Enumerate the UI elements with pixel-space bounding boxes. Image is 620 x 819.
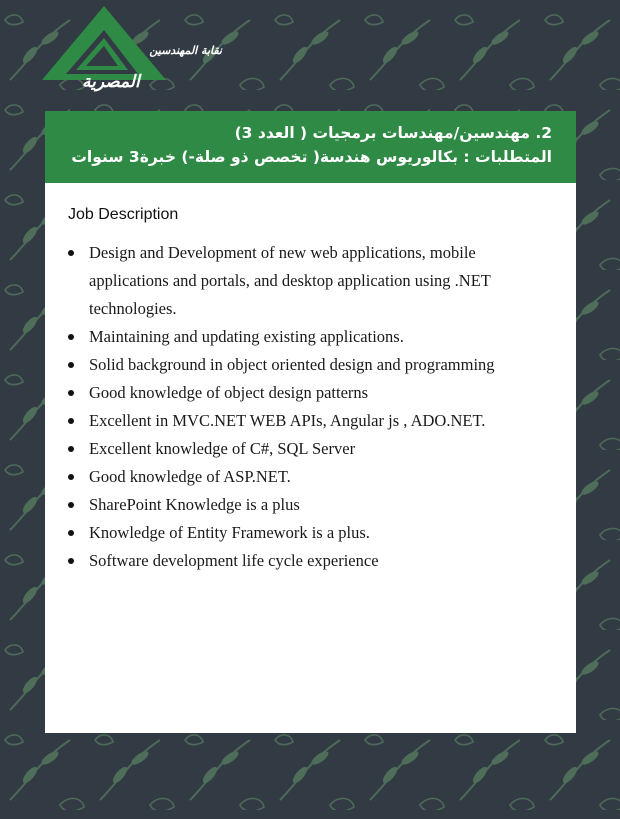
list-item	[68, 547, 556, 575]
logo	[40, 4, 222, 104]
list-item-text: Excellent in MVC.NET WEB APIs, Angular js , ADO.NET.	[89, 411, 486, 430]
bullet-icon	[68, 362, 74, 368]
list-item-text: Good knowledge of object design patterns	[89, 383, 369, 402]
list-item	[68, 407, 556, 435]
list-item-text: Maintaining and updating existing applications.	[89, 327, 404, 346]
list-item	[68, 323, 556, 351]
bullet-icon	[68, 474, 74, 480]
list-item	[68, 491, 556, 519]
section-title: Job Description	[68, 206, 179, 223]
list-item-text: Solid background in object oriented design and programming	[89, 355, 495, 374]
logo-text-egyptian: المصرية	[82, 72, 140, 92]
job-header	[45, 111, 576, 183]
bullet-icon	[68, 250, 74, 256]
list-item	[68, 435, 556, 463]
job-description-card	[45, 183, 576, 733]
bullet-icon	[68, 530, 74, 536]
list-item-text: Knowledge of Entity Framework is a plus.	[89, 523, 370, 542]
bullet-icon	[68, 418, 74, 424]
list-item	[68, 379, 556, 407]
bullet-icon	[68, 390, 74, 396]
list-item-text: Excellent knowledge of C#, SQL Server	[89, 439, 356, 458]
list-item	[68, 351, 556, 379]
list-item-text: SharePoint Knowledge is a plus	[89, 495, 300, 514]
logo-text-union: نقابة المهندسين	[149, 44, 222, 57]
list-item	[68, 239, 556, 323]
list-item-text: Design and Development of new web applications, mobile applications and portals, and desktop application using .NET technologies.	[89, 243, 491, 318]
bullet-icon	[68, 334, 74, 340]
job-requirements: المتطلبات : بكالوريوس هندسة( تخصص ذو صلة-) خبرة3 سنوات	[71, 148, 552, 166]
bullet-icon	[68, 502, 74, 508]
list-item-text: Software development life cycle experience	[89, 551, 379, 570]
list-item	[68, 519, 556, 547]
job-title: 2. مهندسين/مهندسات برمجيات ( العدد 3)	[234, 124, 552, 142]
bullet-icon	[68, 446, 74, 452]
list-item-text: Good knowledge of ASP.NET.	[89, 467, 291, 486]
list-item	[68, 463, 556, 491]
requirements-list	[68, 239, 556, 575]
bullet-icon	[68, 558, 74, 564]
